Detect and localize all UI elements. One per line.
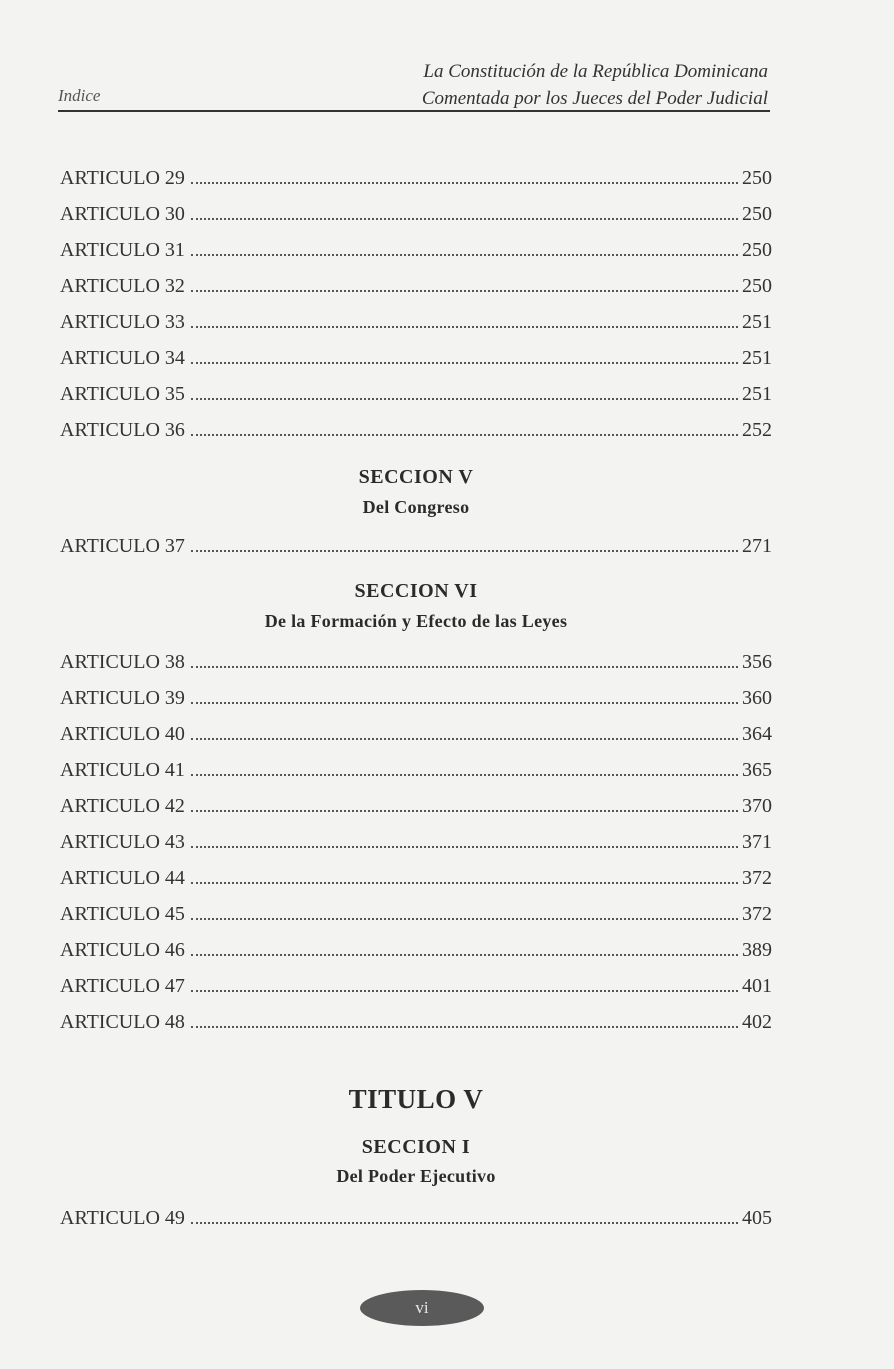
toc-entry-page: 250 [742,239,772,261]
toc-entry [60,162,772,190]
toc-entry [60,826,772,854]
leader-dots [191,810,738,812]
toc-entry [60,754,772,782]
toc-entry [60,718,772,746]
toc-entry-page: 401 [742,975,772,997]
leader-dots [191,990,738,992]
toc-entry-page: 252 [742,419,772,441]
toc-entry-label: ARTICULO 43 [60,831,185,853]
toc-entry-page: 356 [742,651,772,673]
leader-dots [191,1026,738,1028]
toc-entry [60,414,772,442]
leader-dots [191,918,738,920]
toc-entry [60,1006,772,1034]
leader-dots [191,362,738,364]
page-number: vi [415,1298,429,1317]
leader-dots [191,398,738,400]
toc-entry-page: 250 [742,167,772,189]
toc-entry [60,234,772,262]
toc-entry-page: 372 [742,867,772,889]
leader-dots [191,254,738,256]
toc-entry-page: 250 [742,203,772,225]
toc-entry-label: ARTICULO 33 [60,311,185,333]
toc-entry-label: ARTICULO 38 [60,651,185,673]
toc-entry-page: 251 [742,311,772,333]
toc-entry-page: 271 [742,535,772,557]
toc-entry-label: ARTICULO 30 [60,203,185,225]
toc-entry-label: ARTICULO 47 [60,975,185,997]
header-left-label: Indice [58,86,101,105]
toc-entry-label: ARTICULO 32 [60,275,185,297]
section-heading: SECCION VI [354,580,478,602]
leader-dots [191,550,738,552]
section-heading: SECCION I [361,1136,471,1158]
toc-entry-label: ARTICULO 40 [60,723,185,745]
toc-entry-label: ARTICULO 34 [60,347,185,369]
leader-dots [191,326,738,328]
book-title [348,58,768,112]
toc-entry-page: 365 [742,759,772,781]
toc-entry-label: ARTICULO 31 [60,239,185,261]
toc-entry-label: ARTICULO 44 [60,867,185,889]
toc-entry-label: ARTICULO 36 [60,419,185,441]
toc-entry [60,342,772,370]
toc-entry [60,198,772,226]
leader-dots [191,954,738,956]
leader-dots [191,702,738,704]
section-heading: SECCION V [358,466,474,488]
toc-entry-page: 360 [742,687,772,709]
leader-dots [191,182,738,184]
book-title-line-1: La Constitución de la República Dominicana [423,61,768,82]
titulo-heading: TITULO V [348,1084,484,1114]
toc-entry [60,530,772,558]
leader-dots [191,846,738,848]
section-subheading: Del Congreso [362,497,470,517]
toc-entry [60,646,772,674]
toc-entry-page: 389 [742,939,772,961]
header-divider [58,110,770,112]
toc-entry-label: ARTICULO 49 [60,1207,185,1229]
toc-entry [60,306,772,334]
toc-entry-label: ARTICULO 37 [60,535,185,557]
leader-dots [191,882,738,884]
toc-entry-label: ARTICULO 46 [60,939,185,961]
toc-entry [60,682,772,710]
section-subheading: Del Poder Ejecutivo [336,1166,496,1186]
toc-entry [60,970,772,998]
leader-dots [191,1222,738,1224]
toc-entry-label: ARTICULO 29 [60,167,185,189]
toc-entry [60,862,772,890]
toc-entry [60,898,772,926]
toc-entry-page: 371 [742,831,772,853]
toc-entry-label: ARTICULO 39 [60,687,185,709]
toc-entry-page: 251 [742,383,772,405]
toc-entry-label: ARTICULO 42 [60,795,185,817]
toc-entry-label: ARTICULO 35 [60,383,185,405]
toc-entry-label: ARTICULO 41 [60,759,185,781]
toc-entry-label: ARTICULO 45 [60,903,185,925]
book-title-line-2: Comentada por los Jueces del Poder Judicial [421,88,768,109]
leader-dots [191,434,738,436]
toc-entry [60,1202,772,1230]
toc-entry-page: 405 [742,1207,772,1229]
toc-entry-label: ARTICULO 48 [60,1011,185,1033]
leader-dots [191,666,738,668]
page-number-badge [360,1290,484,1326]
leader-dots [191,774,738,776]
toc-entry-page: 372 [742,903,772,925]
toc-entry [60,270,772,298]
toc-entry [60,790,772,818]
toc-entry-page: 402 [742,1011,772,1033]
toc-entry [60,934,772,962]
toc-entry-page: 364 [742,723,772,745]
toc-entry-page: 251 [742,347,772,369]
toc-entry-page: 250 [742,275,772,297]
toc-entry [60,378,772,406]
leader-dots [191,218,738,220]
toc-entry-page: 370 [742,795,772,817]
leader-dots [191,290,738,292]
leader-dots [191,738,738,740]
section-subheading: De la Formación y Efecto de las Leyes [264,611,568,631]
